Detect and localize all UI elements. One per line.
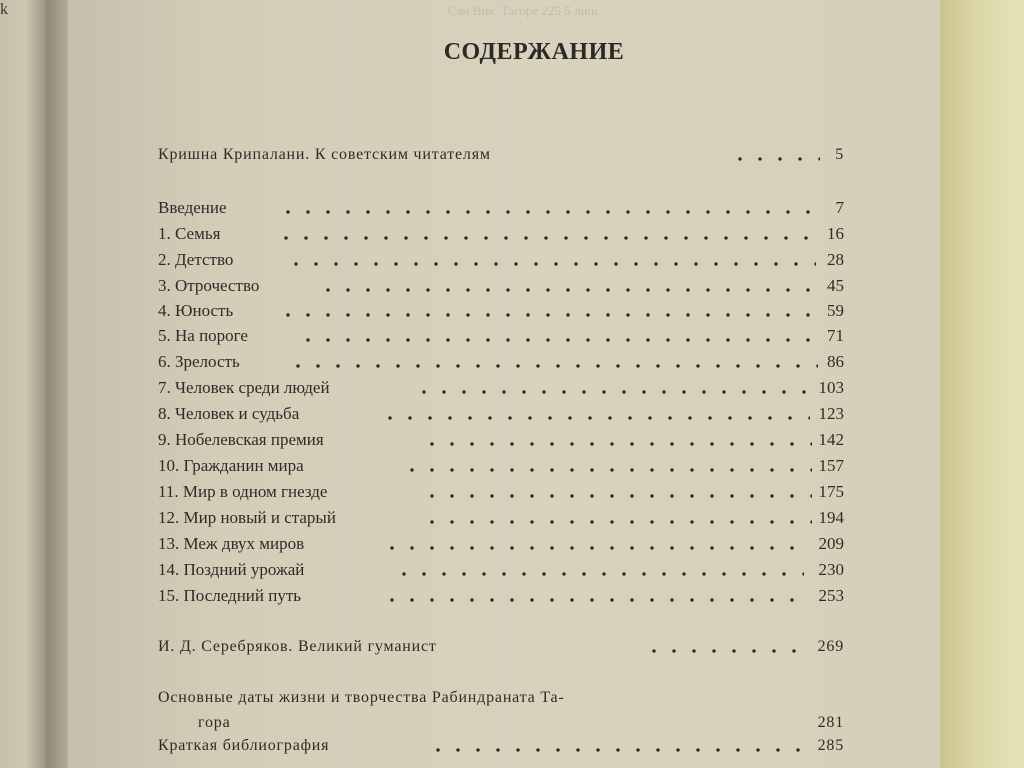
toc-entry-title: 8. Человек и судьба — [158, 404, 300, 423]
toc-dot-leader — [288, 350, 818, 374]
toc-entry-title: 3. Отрочество — [158, 276, 260, 295]
toc-entry-page: 45 — [827, 276, 844, 295]
toc-entry-chapter — [158, 222, 844, 246]
toc-entry-title: 15. Последний путь — [158, 586, 302, 605]
toc-entry-title: Основные даты жизни и творчества Рабиндраната Та- — [158, 689, 565, 706]
toc-entry-title: 1. Семья — [158, 224, 221, 243]
toc-entry-title: 9. Нобелевская премия — [158, 430, 324, 449]
toc-dot-leader — [276, 222, 816, 246]
toc-entry-page: 269 — [817, 638, 844, 655]
toc-entry-page: 59 — [827, 301, 844, 320]
toc-dot-leader — [730, 143, 820, 167]
toc-dot-leader — [380, 402, 810, 426]
toc-dot-leader — [422, 506, 812, 530]
toc-entry-title: Краткая библиография — [158, 737, 330, 754]
toc-entry-page: 16 — [827, 224, 844, 243]
toc-entry-page: 209 — [818, 534, 844, 553]
toc-entry-title: 10. Гражданин мира — [158, 456, 304, 475]
toc-entry-page: 123 — [818, 404, 844, 423]
background-paper-edge — [940, 0, 1024, 768]
toc-entry-page: 7 — [835, 198, 844, 217]
toc-entry-foreword — [158, 143, 844, 167]
toc-dot-leader — [382, 584, 802, 608]
toc-entry-page: 230 — [818, 560, 844, 579]
toc-entry-page: 142 — [818, 430, 844, 449]
toc-entry-title: 11. Мир в одном гнезде — [158, 482, 328, 501]
toc-entry-page: 86 — [827, 352, 844, 371]
toc-entry-page: 281 — [817, 714, 844, 731]
toc-entry-chapter — [158, 324, 844, 348]
toc-entry-chapter — [158, 428, 844, 452]
toc-entry-page: 5 — [835, 146, 844, 163]
page — [68, 0, 940, 768]
toc-dot-leader — [278, 196, 818, 220]
toc-entry-page: 28 — [827, 250, 844, 269]
toc-entry-title: 14. Поздний урожай — [158, 560, 305, 579]
toc-dot-leader — [278, 299, 818, 323]
toc-entry-page: 194 — [818, 508, 844, 527]
toc-entry-bibliography — [158, 734, 844, 758]
toc-dot-leader — [644, 635, 804, 659]
toc-entry-chapter — [158, 506, 844, 530]
toc-dot-leader — [402, 454, 812, 478]
toc-entry-title: И. Д. Серебряков. Великий гуманист — [158, 638, 437, 655]
toc-entry-title: 7. Человек среди людей — [158, 378, 330, 397]
toc-entry-chapter — [158, 196, 844, 220]
toc-entry-page: 71 — [827, 326, 844, 345]
book-gutter — [46, 0, 68, 768]
toc-entry-chapter — [158, 350, 844, 374]
toc-entry-title: 13. Меж двух миров — [158, 534, 305, 553]
toc-entry-title: 6. Зрелость — [158, 352, 240, 371]
toc-entry-title: 12. Мир новый и старый — [158, 508, 336, 527]
left-page-edge-mark: k — [0, 1, 8, 18]
toc-entry-title: Введение — [158, 198, 227, 217]
toc-entry-chapter — [158, 299, 844, 323]
toc-dot-leader — [298, 324, 818, 348]
toc-entry-page: 157 — [818, 456, 844, 475]
toc-entry-chapter — [158, 584, 844, 608]
toc-entry-afterword — [158, 635, 844, 659]
toc-entry-page: 253 — [818, 586, 844, 605]
toc-entry-title: Кришна Крипалани. К советским читателям — [158, 146, 491, 163]
toc-dot-leader — [394, 558, 804, 582]
toc-entry-chapter — [158, 532, 844, 556]
toc-dot-leader — [422, 480, 812, 504]
page-title: СОДЕРЖАНИЕ — [443, 39, 625, 65]
toc-entry-title: 4. Юность — [158, 301, 234, 320]
toc-entry-chapter — [158, 454, 844, 478]
toc-entry-chapter — [158, 558, 844, 582]
toc-entry-chapter — [158, 480, 844, 504]
toc-dot-leader — [422, 428, 812, 452]
toc-dot-leader — [318, 274, 818, 298]
bleed-through-text: Сан Вик. Тагоре 225 5 лиш. — [448, 3, 601, 18]
toc-dot-leader — [286, 248, 816, 272]
toc-dot-leader — [414, 376, 814, 400]
toc-dot-leader — [428, 734, 808, 758]
toc-entry-title: 2. Детство — [158, 250, 234, 269]
toc-dot-leader — [382, 532, 802, 556]
toc-entry-dates-line2 — [158, 711, 844, 735]
toc-entry-page: 175 — [818, 482, 844, 501]
toc-entry-chapter — [158, 402, 844, 426]
toc-entry-chapter — [158, 376, 844, 400]
toc-entry-title: гора — [198, 714, 231, 731]
toc-entry-chapter — [158, 248, 844, 272]
toc-entry-page: 103 — [818, 378, 844, 397]
toc-entry-page: 285 — [817, 737, 844, 754]
toc-entry-chapter — [158, 274, 844, 298]
toc-entry-title: 5. На пороге — [158, 326, 248, 345]
toc-entry-dates-line1 — [158, 686, 844, 710]
left-page — [0, 0, 46, 768]
